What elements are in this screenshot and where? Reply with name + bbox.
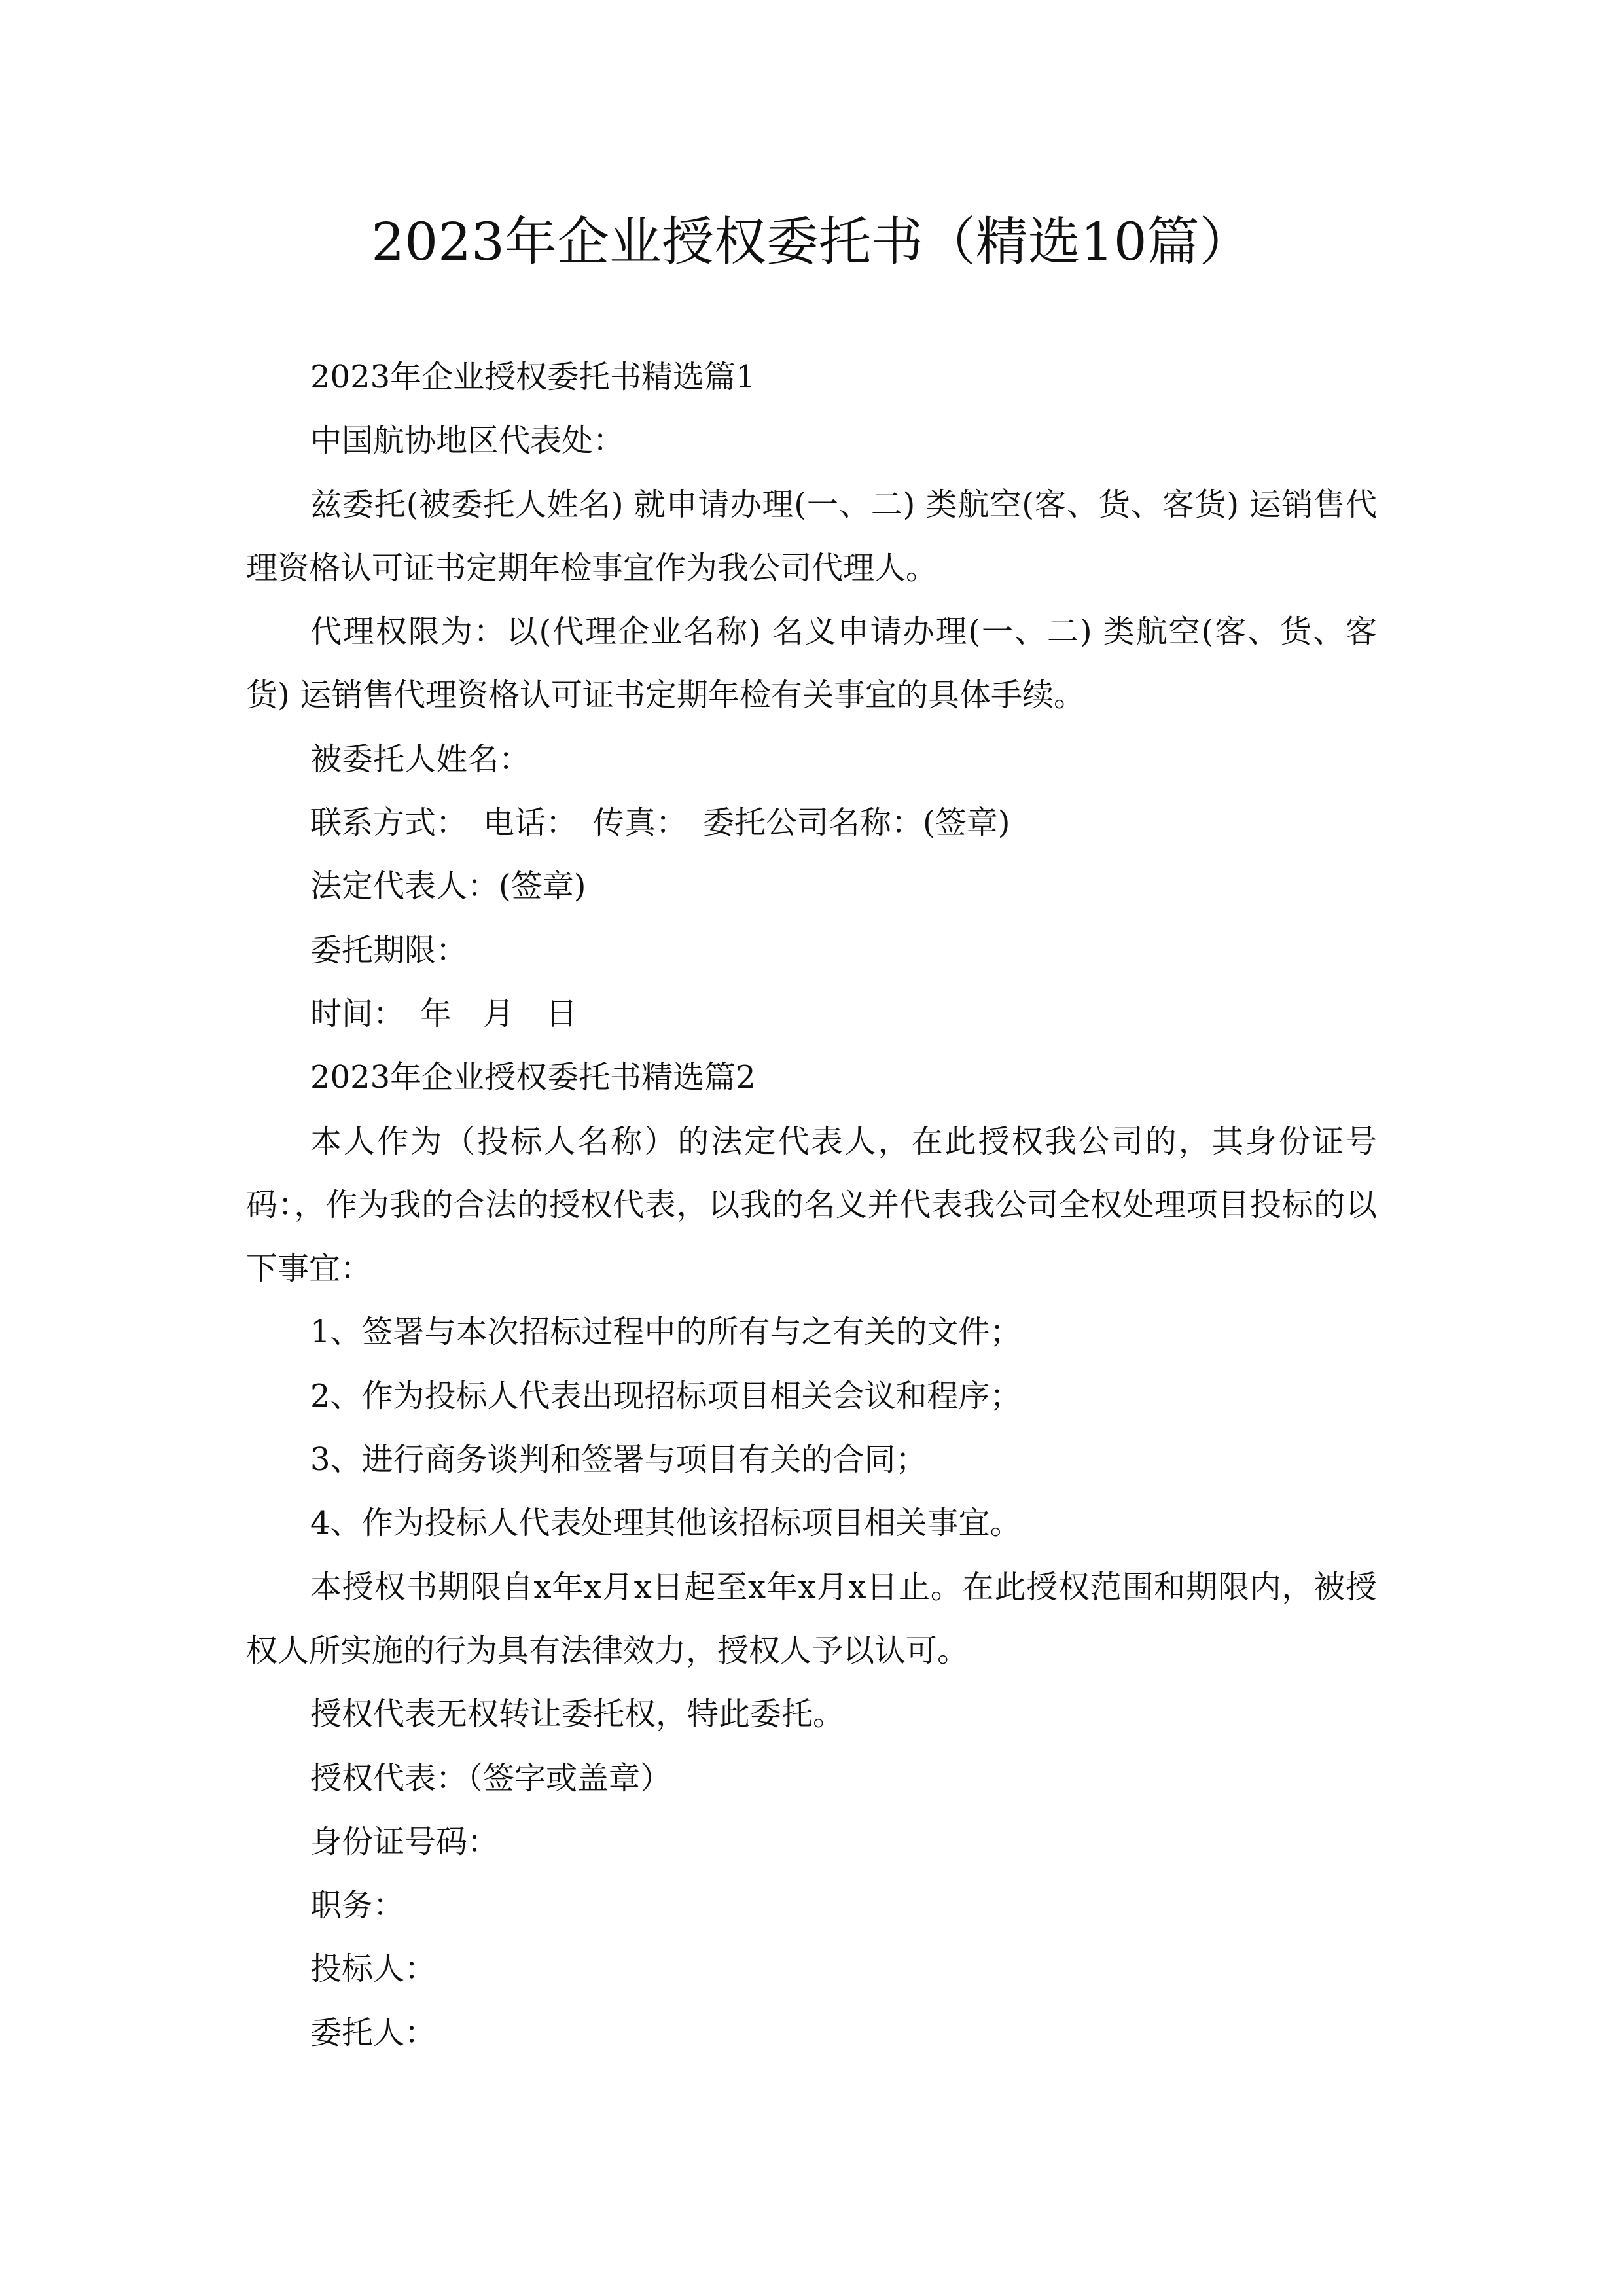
list-item: 3、进行商务谈判和签署与项目有关的合同； — [310, 1441, 927, 1479]
paragraph: 联系方式： 电话： 传真： 委托公司名称：(签章) — [310, 804, 1010, 842]
section-heading-2: 2023年企业授权委托书精选篇2 — [310, 1059, 756, 1096]
paragraph: 中国航协地区代表处： — [310, 422, 625, 459]
paragraph: 委托期限： — [310, 931, 468, 969]
paragraph: 委托人： — [310, 2014, 437, 2051]
paragraph: 授权代表无权转让委托权，特此委托。 — [310, 1696, 845, 1733]
paragraph: 授权代表：（签字或盖章） — [310, 1759, 672, 1797]
section-heading-1: 2023年企业授权委托书精选篇1 — [310, 359, 756, 395]
document-body — [246, 346, 1377, 2065]
paragraph: 投标人： — [310, 1950, 437, 1988]
paragraph: 职务： — [310, 1887, 405, 1924]
paragraph: 身份证号码： — [310, 1823, 499, 1860]
paragraph: 兹委托(被委托人姓名) 就申请办理(一、二) 类航空(客、货、客货) 运销售代理资格认可证书定期年检事宜作为我公司代理人。 — [246, 486, 1377, 586]
paragraph: 本人作为（投标人名称）的法定代表人，在此授权我公司的，其身份证号码：，作为我的合法的授权代表，以我的名义并代表我公司全权处理项目投标的以下事宜： — [246, 1122, 1377, 1287]
paragraph: 时间： 年 月 日 — [310, 995, 578, 1032]
paragraph: 被委托人姓名： — [310, 740, 531, 778]
paragraph: 代理权限为：以(代理企业名称) 名义申请办理(一、二) 类航空(客、货、客货) 运销售代理资格认可证书定期年检有关事宜的具体手续。 — [246, 613, 1377, 714]
paragraph: 本授权书期限自x年x月x日起至x年x月x日止。在此授权范围和期限内，被授权人所实施的行为具有法律效力，授权人予以认可。 — [246, 1568, 1377, 1669]
list-item: 1、签署与本次招标过程中的所有与之有关的文件； — [310, 1314, 1022, 1351]
document-title: 2023年企业授权委托书（精选10篇） — [371, 211, 1252, 272]
paragraph: 法定代表人：(签章) — [310, 868, 586, 905]
list-item: 4、作为投标人代表处理其他该招标项目相关事宜。 — [310, 1505, 1022, 1542]
list-item: 2、作为投标人代表出现招标项目相关会议和程序； — [310, 1377, 1022, 1414]
